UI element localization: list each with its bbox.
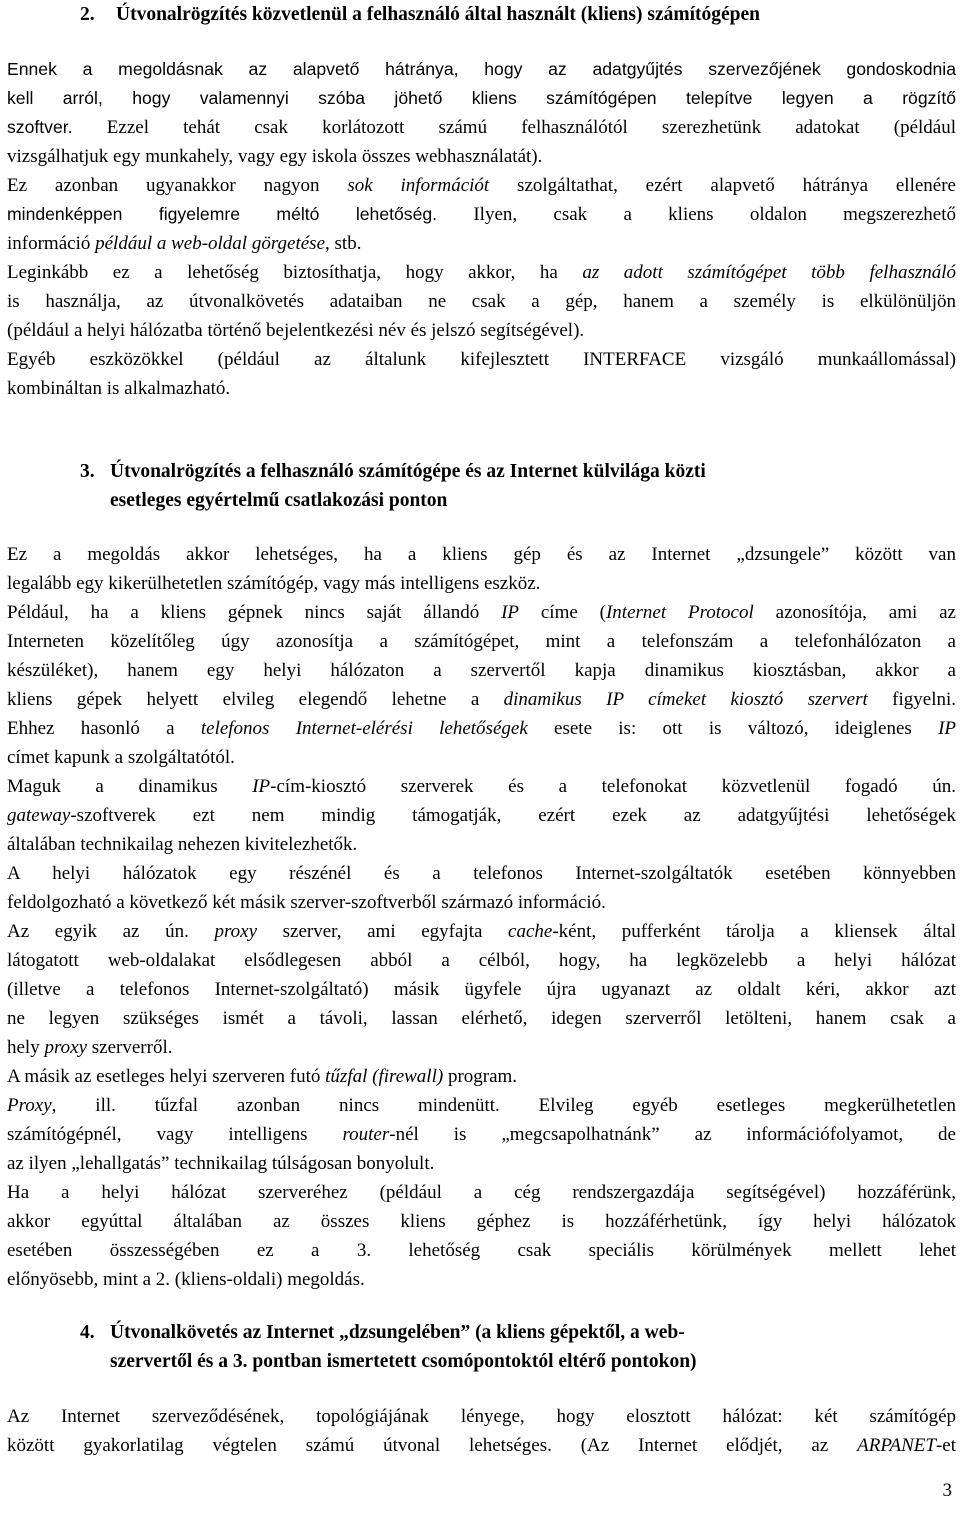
body-line: is használja, az útvonalkövetés adataiban ne csak a gép, hanem a személy is elkülönüljön [7, 291, 956, 312]
section-3-title-line-1: Útvonalrögzítés a felhasználó számítógépe és az Internet külvilága közti [110, 461, 706, 482]
italic-text: IP [938, 718, 956, 739]
body-line: készüléket), hanem egy helyi hálózaton a szervertől kapja dinamikus kiosztásban, akkor a [7, 660, 956, 681]
section-3-title-line-2: esetleges egyértelmű csatlakozási ponton [110, 490, 448, 511]
italic-text: Internet Protocol [605, 602, 754, 623]
body-line: Az Internet szerveződésének, topológiájának lényege, hogy elosztott hálózat: két számítógép [7, 1406, 956, 1427]
body-line: általában technikailag nehezen kivitelezhetők. [7, 834, 358, 855]
body-line: vizsgálhatjuk egy munkahely, vagy egy iskola összes webhasználatát). [7, 146, 543, 167]
section-3-title [110, 457, 706, 515]
body-line: mindenképpen figyelemre méltó lehetőség. Ilyen, csak a kliens oldalon megszerezhető [7, 204, 956, 225]
section-3-heading [80, 457, 706, 515]
body-line: kombináltan is alkalmazható. [7, 378, 231, 399]
body-line: Maguk a dinamikus IP-cím-kiosztó szerverek és a telefonokat közvetlenül fogadó ún. [7, 776, 956, 797]
body-line: Az egyik az ún. proxy szerver, ami egyfajta cache-ként, pufferként tárolja a kliensek által [7, 921, 957, 942]
body-line: Ez azonban ugyanakkor nagyon sok információt szolgáltathat, ezért alapvető hátránya ellenére [7, 175, 956, 196]
body-line: Egyéb eszközökkel (például az általunk kifejlesztett INTERFACE vizsgáló munkaállomással) [7, 349, 956, 370]
section-3-body [7, 540, 956, 1294]
section-2-number: 2. [80, 4, 95, 25]
body-line: (például a helyi hálózatba történő bejelentkezési név és jelszó segítségével). [7, 320, 585, 341]
italic-text: IP [501, 602, 520, 623]
italic-text: tűzfal (firewall) [325, 1066, 444, 1087]
italic-text: cache [508, 921, 553, 942]
section-4-title [110, 1318, 697, 1376]
body-line: A másik az esetleges helyi szerveren futó tűzfal (firewall) program. [7, 1066, 518, 1087]
italic-text: proxy [44, 1037, 88, 1058]
italic-text: dinamikus IP címeket kiosztó szervert [503, 689, 868, 710]
body-line: kliens gépek helyett elvileg elegendő lehetne a dinamikus IP címeket kiosztó szervert figyelni. [7, 689, 957, 710]
body-line: Ha a helyi hálózat szerveréhez (például a cég rendszergazdája segítségével) hozzáférünk, [7, 1182, 956, 1203]
text-run: Ezzel tehát csak korlátozott számú felhasználótól szerezhetünk adatokat (például [106, 117, 956, 138]
body-line: látogatott web-oldalakat elsődlegesen abból a célból, hogy, ha legközelebb a helyi hálózat [7, 950, 956, 971]
section-2-body [7, 55, 956, 403]
section-4-body [7, 1402, 956, 1460]
body-line: előnyösebb, mint a 2. (kliens-oldali) megoldás. [7, 1269, 365, 1290]
italic-text: Proxy [7, 1095, 52, 1116]
page-number: 3 [942, 1480, 952, 1501]
body-line: hely proxy szerverről. [7, 1037, 173, 1058]
text-run: mindenképpen figyelemre méltó lehetőség. [7, 204, 438, 224]
body-line: gateway-szoftverek ezt nem mindig támogatják, ezért ezek az adatgyűjtési lehetőségek [7, 805, 956, 826]
italic-text: router [342, 1124, 390, 1145]
body-line [7, 113, 956, 142]
italic-text: proxy [214, 921, 258, 942]
italic-text: ARPANET [857, 1435, 936, 1456]
section-2-title: Útvonalrögzítés közvetlenül a felhasználó által használt (kliens) számítógépen [116, 4, 761, 25]
body-line: legalább egy kikerülhetetlen számítógép, vagy más intelligens eszköz. [7, 573, 541, 594]
body-line: az ilyen „lehallgatás” technikailag túlságosan bonyolult. [7, 1153, 435, 1174]
text-run: szoftver. [7, 117, 107, 137]
body-line: címet kapunk a szolgáltatótól. [7, 747, 235, 768]
section-2-heading [80, 0, 760, 29]
italic-text: sok információt [347, 175, 490, 196]
body-line: kell arról, hogy valamennyi szóba jöhető kliens számítógépen telepítve legyen a rögzítő [7, 88, 956, 108]
body-line: ne legyen szükséges ismét a távoli, lassan elérhető, idegen szerverről letölteni, hanem csak a [7, 1008, 956, 1029]
body-line: feldolgozható a következő két másik szerver-szoftverből származó információ. [7, 892, 606, 913]
body-line: Például, ha a kliens gépnek nincs saját állandó IP címe (Internet Protocol azonosítója, ami az [7, 602, 956, 623]
body-line: esetében összességében ez a 3. lehetőség csak speciális körülmények mellett lehet [7, 1240, 956, 1261]
body-line: Interneten közelítőleg úgy azonosítja a számítógépet, mint a telefonszám a telefonhálózaton a [7, 631, 956, 652]
body-line: Ez a megoldás akkor lehetséges, ha a kliens gép és az Internet „dzsungele” között van [7, 544, 956, 565]
body-line: számítógépnél, vagy intelligens router-nél is „megcsapolhatnánk” az információfolyamot, de [7, 1124, 956, 1145]
italic-text: IP [252, 776, 271, 797]
section-4-title-line-2: szervertől és a 3. pontban ismertetett csomópontoktól eltérő pontokon) [110, 1351, 697, 1372]
body-line: Proxy, ill. tűzfal azonban nincs mindenütt. Elvileg egyéb esetleges megkerülhetetlen [7, 1095, 956, 1116]
italic-text: például a web-oldal görgetése [95, 233, 326, 254]
italic-text: gateway [7, 805, 71, 826]
section-4-title-line-1: Útvonalkövetés az Internet „dzsungelében” (a kliens gépektől, a web- [110, 1322, 685, 1343]
body-line: akkor egyúttal általában az összes kliens géphez is hozzáférhetünk, így helyi hálózatok [7, 1211, 956, 1232]
body-line: között gyakorlatilag végtelen számú útvonal lehetséges. (Az Internet elődjét, az ARPANET-et [7, 1435, 956, 1456]
italic-text: az adott számítógépet több felhasználó [582, 262, 957, 283]
body-line: Leginkább ez a lehetőség biztosíthatja, hogy akkor, ha az adott számítógépet több felhasználó [7, 262, 957, 283]
section-4-heading [80, 1318, 697, 1376]
body-line: Ehhez hasonló a telefonos Internet-elérési lehetőségek esete is: ott is változó, ideiglenes IP [7, 718, 956, 739]
section-3-number: 3. [80, 461, 95, 482]
body-line: A helyi hálózatok egy részénél és a telefonos Internet-szolgáltatók esetében könnyebben [7, 863, 956, 884]
body-line: információ például a web-oldal görgetése, stb. [7, 233, 362, 254]
body-line: Ennek a megoldásnak az alapvető hátránya, hogy az adatgyűjtés szervezőjének gondoskodnia [7, 59, 956, 79]
body-line: (illetve a telefonos Internet-szolgáltató) másik ügyfele újra ugyanazt az oldalt kéri, akkor azt [7, 979, 956, 1000]
section-4-number: 4. [80, 1322, 95, 1343]
italic-text: telefonos Internet-elérési lehetőségek [200, 718, 528, 739]
